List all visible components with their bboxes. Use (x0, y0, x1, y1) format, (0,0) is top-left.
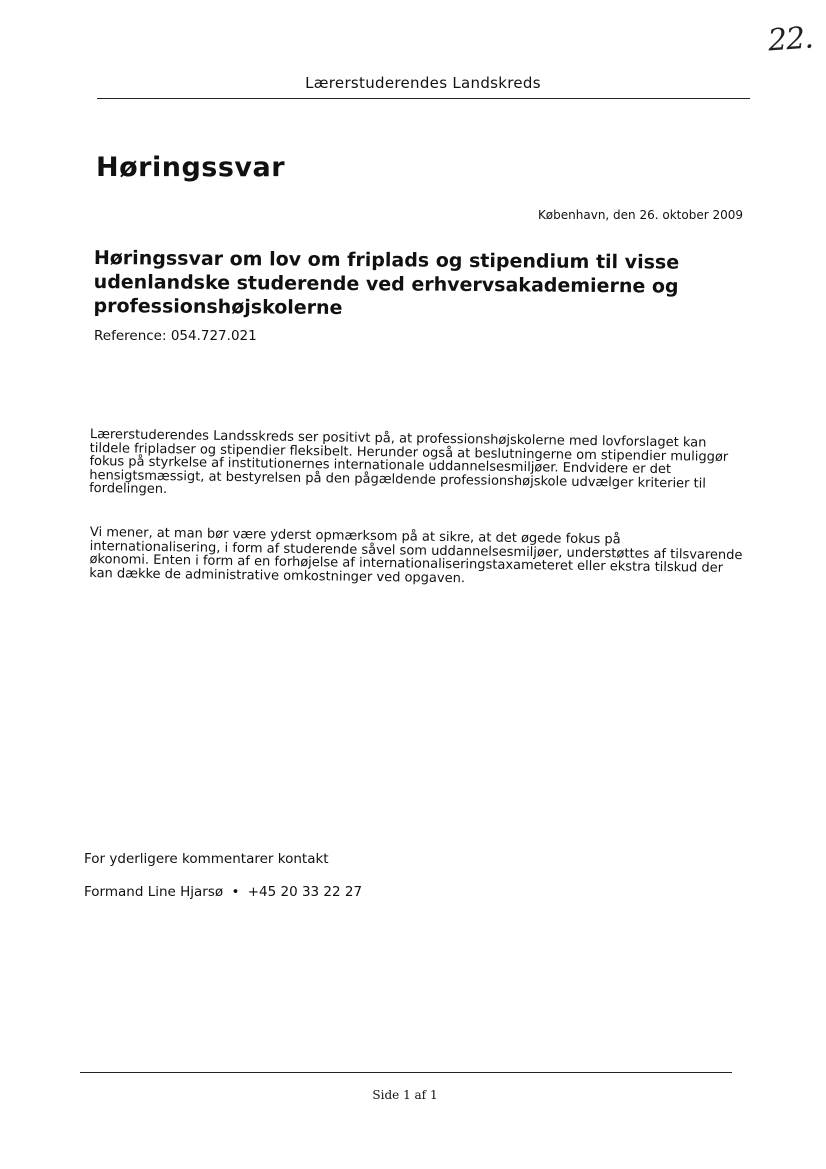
contact-name: Formand Line Hjarsø (84, 884, 224, 900)
document-title: Høringssvar (96, 152, 286, 183)
bullet-separator: • (231, 884, 240, 900)
body-paragraph-2: Vi mener, at man bør være yderst opmærksom på at sikre, at det øgede fokus på internationalisering, i form af studerende såvel som uddannelsesmiljøer, understøttes af tilsvarende økonomi. Enten i form af en forhøjelse af internationaliseringstaxameteret eller ekstra tilskud der kan dække de administrative omkostninger ved opgaven. (89, 525, 743, 587)
date-line: København, den 26. oktober 2009 (537, 208, 743, 222)
body-paragraph-1: Lærerstuderendes Landsskreds ser positivt på, at professionshøjskolerne med lovforslaget kan tildele fripladser og stipendier fleksibelt. Herunder også at beslutningerne om stipendier muliggør fokus på styrkelse af institutionernes internationale uddannelsesmiljøer. Endvidere er det hensigtsmæssigt, at bestyrelsen på den pågældende professionshøjskole udvælger kriterier til fordelingen. (89, 427, 729, 498)
contact-line (84, 884, 362, 900)
header-divider (97, 98, 750, 99)
subject-heading: Høringssvar om lov om friplads og stipendium til visse udenlandske studerende ved erhvervsakademierne og professionshøjskolerne (93, 246, 680, 319)
reference-number: Reference: 054.727.021 (94, 328, 257, 344)
header-organization: Lærerstuderendes Landskreds (305, 74, 541, 92)
footer-divider (80, 1072, 732, 1073)
footer-page-label: Side 1 af 1 (372, 1088, 438, 1102)
contact-phone: +45 20 33 22 27 (247, 884, 363, 900)
contact-intro: For yderligere kommentarer kontakt (84, 851, 329, 867)
handwritten-page-number: 22. (766, 20, 814, 59)
